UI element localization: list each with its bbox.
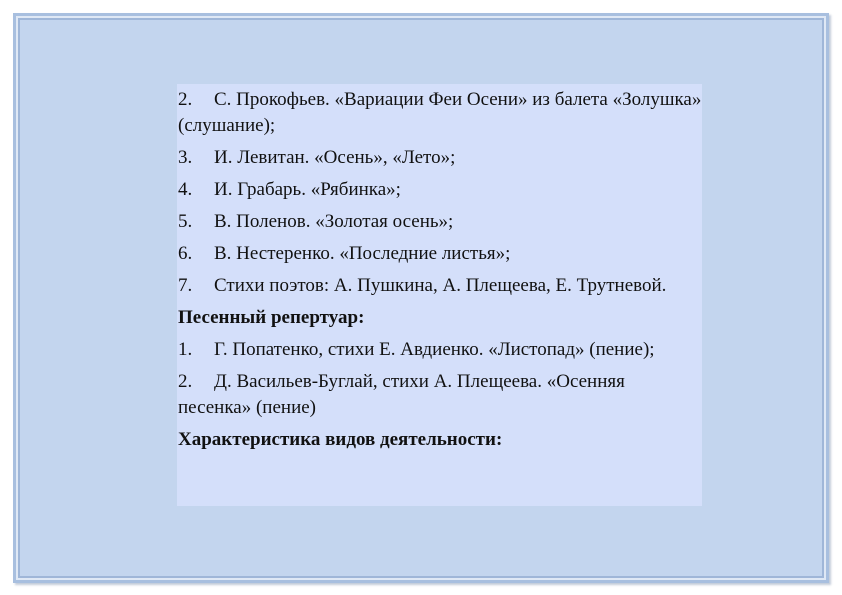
item-text: Д. Васильев-Буглай, стихи А. Плещеева. «Осенняя песенка» (пение) (178, 371, 625, 418)
item-text: В. Поленов. «Золотая осень»; (214, 211, 454, 232)
item-number: 4. (178, 179, 193, 200)
item-number: 1. (178, 339, 193, 360)
item-number: 3. (178, 147, 193, 168)
section-heading-activity-types: Характеристика видов деятельности: (178, 429, 503, 450)
section-heading-song-repertoire: Песенный репертуар: (178, 307, 365, 328)
item-text: В. Нестеренко. «Последние листья»; (214, 243, 511, 264)
item-number: 5. (178, 211, 193, 232)
item-text: И. Левитан. «Осень», «Лето»; (214, 147, 456, 168)
item-number: 7. (178, 275, 193, 296)
list-item (178, 145, 702, 171)
item-number: 2. (178, 89, 193, 110)
item-text: С. Прокофьев. «Вариации Феи Осени» из балета «Золушка» (слушание); (178, 89, 702, 136)
item-text: И. Грабарь. «Рябинка»; (214, 179, 401, 200)
text-box (177, 84, 702, 506)
list-item (178, 209, 702, 235)
list-item (178, 337, 702, 363)
item-text: Стихи поэтов: А. Пушкина, А. Плещеева, Е. Трутневой. (214, 275, 667, 296)
list-item (178, 241, 702, 267)
list-item (178, 87, 702, 139)
list-item (178, 177, 702, 203)
list-item (178, 369, 702, 421)
item-text: Г. Попатенко, стихи Е. Авдиенко. «Листопад» (пение); (214, 339, 655, 360)
item-number: 6. (178, 243, 193, 264)
item-number: 2. (178, 371, 193, 392)
list-item (178, 273, 702, 299)
